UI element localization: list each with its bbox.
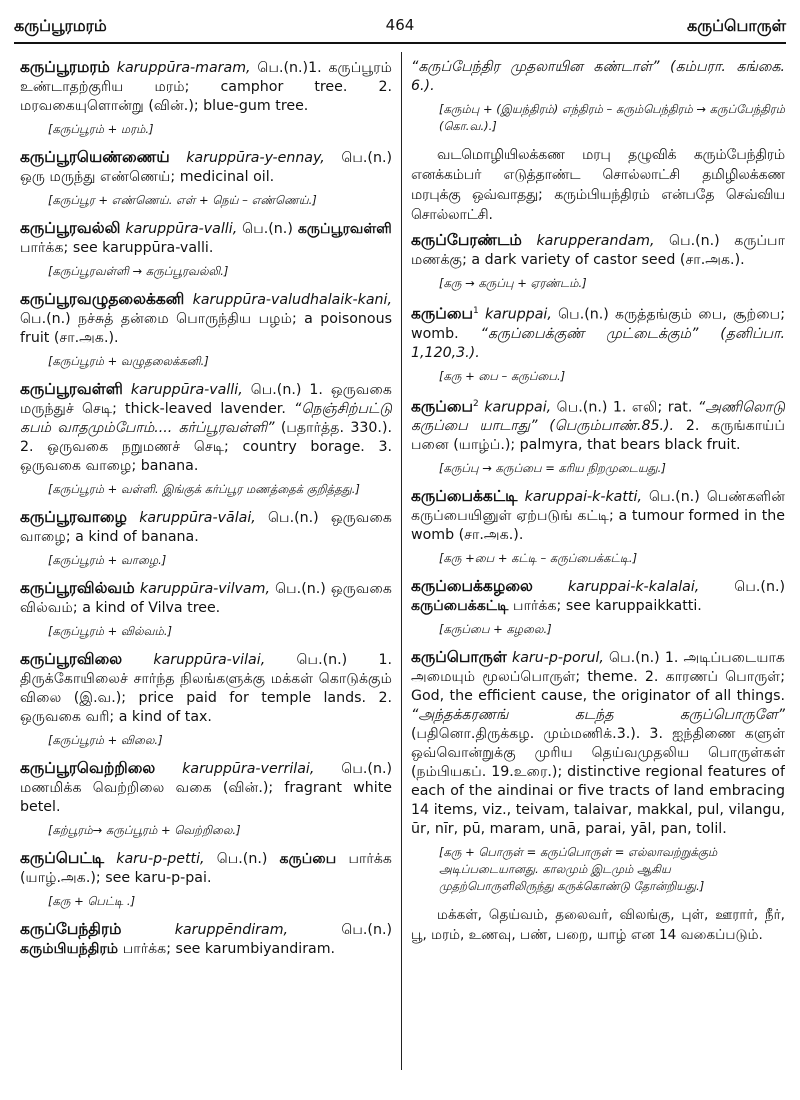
dictionary-entry (20, 650, 392, 727)
entry-definition: பெ.(n.) 1. திருக்கோயிலைச் சார்ந்த நிலங்களுக்கு மக்கள் கொடுக்கும் விலை (இ.வ.); price paid for temple lands. 2. ஒருவகை வரி; a kind of tax. (20, 652, 392, 725)
entry-cross-reference: கருப்பை (279, 851, 337, 867)
entry-transliteration: karuppūra-vilai, (153, 652, 266, 668)
entry-headword: கருப்பூரவல்லி (20, 219, 121, 237)
entry-definition-continued: 2. கருங்காய்ப் பனை (யாழ்ப்.); palmyra, that bears black fruit. (411, 418, 785, 454)
dictionary-entry (20, 759, 392, 817)
header-rule (14, 42, 786, 44)
entry-definition: பெ.(n.) மணமிக்க வெற்றிலை வகை (வின்.); fragrant white betel. (20, 761, 392, 815)
entry-headword: கருப்பேந்திரம் (20, 920, 122, 938)
entry-definition: பெ.(n.) (699, 579, 785, 596)
right-column (411, 58, 785, 1070)
entry-headword: கருப்பூரவிலை (20, 650, 123, 668)
entry-definition: பெ.(n.) ஒருவகை வில்வம்; a kind of Vilva tree. (20, 581, 392, 616)
entry-definition-tail: பார்க்க (யாழ்.அக.); see karu-p-pai. (20, 851, 392, 886)
entry-etymology: [கருப்பூரம் + விலை.] (48, 733, 163, 747)
continuation-etymology: [கரும்பு + (இயந்திரம்) எந்திரம் – கரும்பெந்திரம் → கருப்பேந்திரம் (கொ.வ.).] (439, 102, 785, 133)
entry-headword: கருப்பூரவழுதலைக்கனி (20, 290, 185, 308)
dictionary-entry (20, 148, 392, 187)
dictionary-entry (411, 395, 785, 456)
entry-definition-tail: பார்க்க; see karuppaikkatti. (508, 598, 702, 615)
entry-definition: பெ.(n.) (237, 221, 298, 237)
entry-definition: பெ.(n.) 1. எலி; rat. (551, 399, 693, 416)
left-column (20, 58, 392, 1070)
dictionary-entry (411, 648, 785, 839)
entry-etymology: [கரு + பெட்டி .] (48, 894, 136, 908)
entry-transliteration: karuppūra-vilvam, (139, 581, 270, 597)
continuation-quote: “கருப்பேந்திர முதலாயின கண்டாள்” (கம்பரா. கங்கை. 6.). (411, 59, 785, 94)
entry-transliteration: karuppūra-y-ennay, (186, 150, 325, 166)
entry-etymology: [கருப்பூரம் + மரம்.] (48, 122, 154, 136)
entry-transliteration: karuppēndiram, (174, 922, 289, 938)
dictionary-entry (411, 302, 785, 363)
entry-definition: பெ.(n.) கருத்தங்கும் பை, சூற்பை; womb. (411, 306, 785, 342)
entry-cross-reference: கரும்பியந்திரம் (20, 941, 119, 957)
entry-etymology: [கருப்பூரவள்ளி → கருப்பூரவல்லி.] (48, 264, 229, 278)
entry-transliteration: karuppūra-valli, (125, 221, 238, 237)
entry-headword: கருப்பை (411, 304, 474, 323)
entry-headword: கருப்பைக்கழலை (411, 577, 533, 596)
dictionary-entry (20, 219, 392, 258)
entry-transliteration: karupperandam, (536, 233, 655, 249)
header-left-guide-word: கருப்பூரமரம் (14, 16, 107, 35)
entry-etymology: [கருப்பூர + எண்ணெய். எள் + நெய் – எண்ணெய்.] (48, 193, 317, 207)
entry-etymology: [கரு → கருப்பு + ஏரண்டம்.] (439, 276, 587, 290)
dictionary-entry (20, 508, 392, 547)
entry-definition-continued: (பதார்த்த. 330.). 2. ஒருவகை நறுமணச் செடி; country borage. 3. ஒருவகை வாழை; banana. (20, 420, 392, 474)
entry-definition-tail: பார்க்க; see karuppūra-valli. (20, 240, 214, 256)
entry-headword: கருப்பேரண்டம் (411, 231, 522, 249)
entry-transliteration: karu-p-porul, (511, 650, 604, 667)
entry-cross-reference: கருப்பைக்கட்டி (411, 598, 509, 615)
entry-homonym-number: 2 (473, 398, 479, 409)
entry-definition: பெ.(n.) (288, 922, 392, 938)
entry-cross-reference: கருப்பூரவள்ளி (297, 221, 392, 237)
entry-definition-tail: பார்க்க; see karumbiyandiram. (118, 941, 336, 957)
entry-transliteration: karuppūra-vālai, (139, 510, 256, 526)
entry-definition: பெ.(n.) நச்சுத் தன்மை பொருந்திய பழம்; a poisonous fruit (சா.அக.). (20, 311, 392, 346)
entry-etymology: [கருப்பு → கருப்பை = கரிய நிறமுடையது.] (439, 461, 666, 476)
entry-quotation: “நெஞ்சிற்பட்டு கபம் வாதமும்போம்.... கர்ப்பூரவள்ளி” (20, 401, 392, 436)
entry-transliteration: karuppūra-verrilai, (182, 761, 315, 777)
entry-transliteration: karuppai-k-kalalai, (567, 579, 700, 596)
entry-headword: கருப்பெட்டி (20, 849, 105, 867)
entry-definition: பெ.(n.) (204, 851, 280, 867)
column-divider (401, 52, 402, 1070)
dictionary-entry (20, 579, 392, 618)
entry-headword: கருப்பூரவள்ளி (20, 380, 123, 398)
dictionary-entry (20, 290, 392, 348)
entry-definition: பெ.(n.) 1. ஒருவகை மருந்துச் செடி; thick-leaved lavender. (20, 382, 392, 417)
entry-etymology: [கற்பூரம்→ கருப்பூரம் + வெற்றிலை.] (48, 823, 241, 837)
entry-definition: பெ.(n.) 1. அடிப்படையாக அமையும் மூலப்பொருள்; theme. 2. காரணப் பொருள்; God, the efficient cause, the originator of all things. (411, 650, 785, 705)
entry-headword: கருப்பைக்கட்டி (411, 487, 518, 506)
entry-etymology: [கரு +பை + கட்டி – கருப்பைக்கட்டி.] (439, 551, 638, 566)
entry-etymology: [கரு + பை – கருப்பை.] (439, 368, 566, 383)
entry-definition: பெ.(n.) ஒருவகை வாழை; a kind of banana. (20, 510, 392, 545)
entry-definition: பெ.(n.)1. கருப்பூரம் உண்டாதற்குரிய மரம்; camphor tree. 2. மரவகையுளொன்று (வின்.); blue-gum tree. (20, 60, 392, 114)
dictionary-entry (411, 487, 785, 545)
entry-headword: கருப்பொருள் (411, 648, 507, 667)
entry-transliteration: karuppūra-valli, (130, 382, 243, 398)
entry-definition-continued: (பதினொ.திருக்கழ. மும்மணிக்.3.). 3. ஐந்திணை களுள் ஒவ்வொன்றுக்கு முரிய தெய்வமுதலிய பொருள்கள் (நம்பியகப். 19.உரை.); distinctive regional features of each of the aindinai or five tracts of land embracing 14 items, viz., teivam, talaivar, makkal, pul, vilangu, ūr, nīr, pū, maram, unā, parai, yāl, pan, tolil. (411, 726, 785, 838)
entry-transliteration: karuppai, (484, 399, 552, 416)
right-entries (411, 231, 785, 895)
entry-etymology: [கருப்பூரம் + வாழை.] (48, 553, 167, 567)
entry-etymology: [கரு + பொருள் = கருப்பொருள் = எல்லாவற்றுக்கும் அடிப்படையானது. காலமும் இடமும் ஆகிய முதற்பொருளிலிருந்து கருக்கொண்டு தோன்றியது.] (439, 845, 718, 894)
dictionary-entry (411, 231, 785, 270)
entry-headword: கருப்பூரமரம் (20, 58, 110, 76)
entry-etymology: [கருப்பூரம் + வழுதலைக்கனி.] (48, 354, 209, 368)
entry-transliteration: karuppūra-maram, (116, 60, 251, 76)
entry-headword: கருப்பை (411, 397, 474, 416)
entry-quotation: “கருப்பைக்குண் முட்டைக்கும்” (தனிப்பா. 1,120,3.). (411, 325, 785, 361)
entry-headword: கருப்பூரயெண்ணைய் (20, 148, 170, 166)
entry-etymology: [கருப்பூரம் + வள்ளி. இங்குக் கர்ப்பூர மணத்தைக் குறித்தது.] (48, 482, 360, 496)
dictionary-entry (20, 849, 392, 888)
entry-etymology: [கருப்பை + கழலை.] (439, 622, 552, 637)
entry-transliteration: karuppūra-valudhalaik-kani, (192, 292, 392, 308)
entry-homonym-number: 1 (473, 306, 479, 316)
entry-etymology: [கருப்பூரம் + வில்வம்.] (48, 624, 172, 638)
entry-transliteration: karuppai-k-katti, (524, 489, 642, 506)
dictionary-entry (411, 577, 785, 616)
page-number: 464 (385, 16, 415, 34)
entry-headword: கருப்பூரவாழை (20, 508, 128, 526)
dictionary-entry (20, 58, 392, 116)
entry-definition: பெ.(n.) ஒரு மருந்து எண்ணெய்; medicinal oil. (20, 150, 392, 185)
entry-transliteration: karuppai, (484, 306, 552, 323)
final-list: மக்கள், தெய்வம், தலைவர், விலங்கு, புள், ஊரார், நீர், பூ, மரம், உணவு, பண், பறை, யாழ் என 14 வகைப்படும். (411, 907, 785, 944)
entry-quotation: “அணிலொடு கருப்பை யாடாது” (பெரும்பாண்.85.). (411, 399, 785, 435)
header-right-guide-word: கருப்பொருள் (687, 16, 786, 35)
entry-headword: கருப்பூரவெற்றிலை (20, 759, 156, 777)
entry-definition: பெ.(n.) கருப்பா மணக்கு; a dark variety of castor seed (சா.அக.). (411, 233, 785, 268)
entry-quotation: “அந்தக்கரணங் கடந்த கருப்பொருளே” (411, 707, 785, 724)
dictionary-entry (20, 920, 392, 959)
dictionary-entry (20, 380, 392, 476)
continuation-note: வடமொழியிலக்கண மரபு தழுவிக் கரும்பேந்திரம் எனக்கம்பர் எடுத்தாண்ட சொல்லாட்சி தமிழிலக்கண மரபுக்கு ஒவ்வாதது; கரும்பியந்திரம் என்பதே செவ்விய சொல்லாட்சி. (411, 147, 785, 223)
entry-headword: கருப்பூரவில்வம் (20, 579, 135, 597)
entry-definition: பெ.(n.) பெண்களின் கருப்பையினுள் ஏற்படுங் கட்டி; a tumour formed in the womb (சா.அக.). (411, 489, 785, 544)
entry-transliteration: karu-p-petti, (116, 851, 205, 867)
